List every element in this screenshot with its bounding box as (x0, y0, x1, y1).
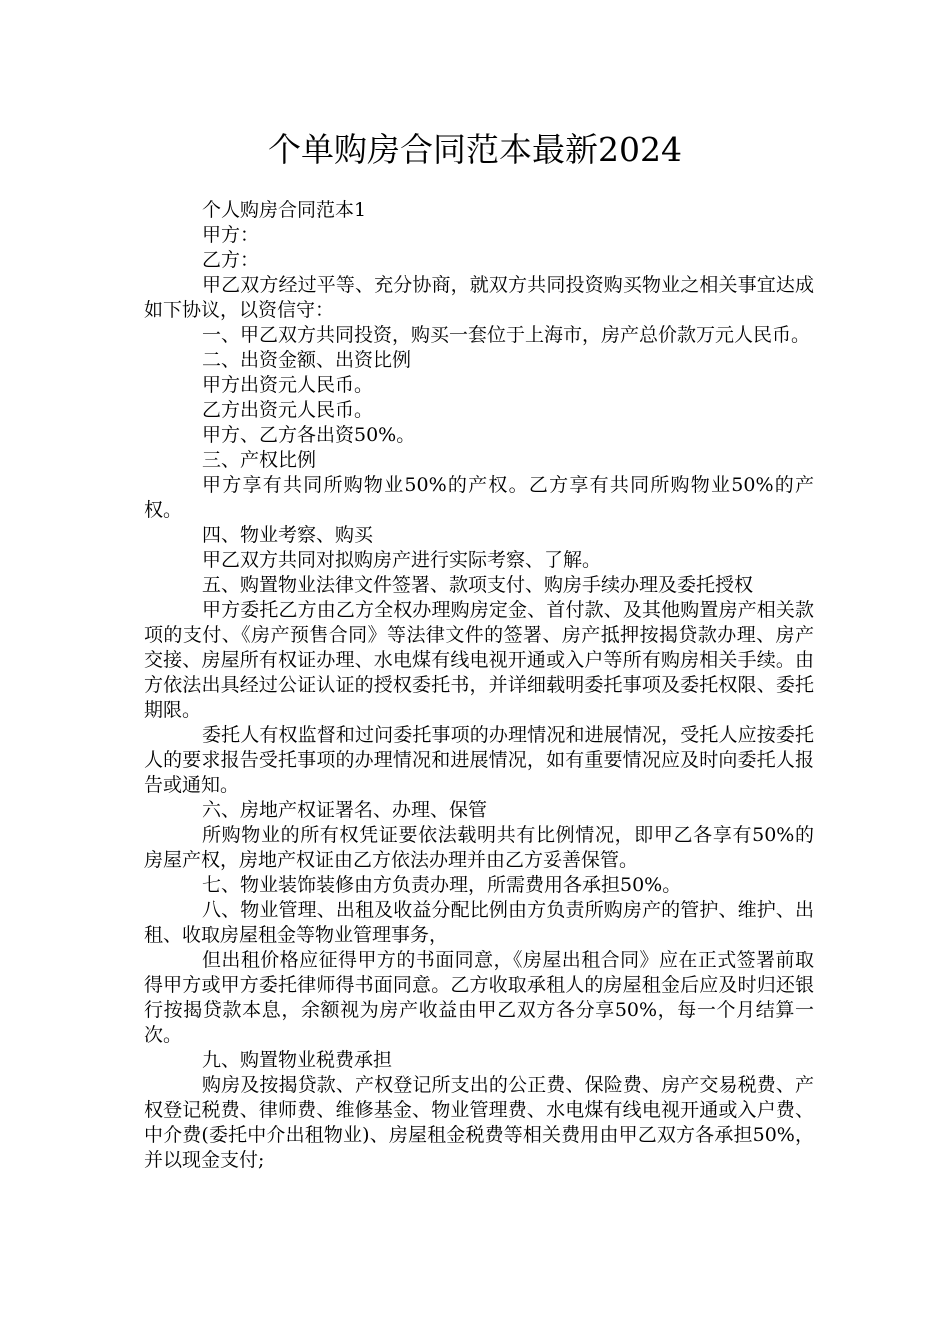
paragraph-inspection: 甲乙双方共同对拟购房产进行实际考察、了解。 (202, 549, 602, 571)
paragraph-ownership-ratio: 甲方享有共同所购物业50%的产权。乙方享有共同所购物业50%的产权。 (144, 474, 814, 521)
heading-clause-5: 五、购置物业法律文件签署、款项支付、购房手续办理及委托授权 (202, 574, 754, 596)
heading-clause-3: 三、产权比例 (202, 449, 317, 471)
paragraph-clause-8: 八、物业管理、出租及收益分配比例由方负责所购房产的管护、维护、出租、收取房屋租金等物业管理事务， (144, 899, 814, 946)
document-title: 个单购房合同范本最新2024 (268, 130, 682, 169)
heading-clause-9: 九、购置物业税费承担 (202, 1049, 393, 1071)
paragraph-taxes-fees: 购房及按揭贷款、产权登记所支出的公正费、保险费、房产交易税费、产权登记税费、律师费、维修基金、物业管理费、水电煤有线电视开通或入户费、中介费(委托中介出租物业)、房屋租金税费等相关费用由甲乙双方各承担50%，并以现金支付; (144, 1074, 814, 1171)
paragraph-party-b: 乙方： (202, 249, 260, 271)
paragraph-party-a-contribution: 甲方出资元人民币。 (202, 374, 374, 396)
paragraph-rental: 但出租价格应征得甲方的书面同意，《房屋出租合同》应在正式签署前取得甲方或甲方委托律师得书面同意。乙方收取承租人的房屋租金后应及时归还银行按揭贷款本息，余额视为房产收益由甲乙双方各分享50%，每一个月结算一次。 (144, 949, 814, 1046)
paragraph-subtitle: 个人购房合同范本1 (202, 199, 367, 221)
paragraph-party-b-contribution: 乙方出资元人民币。 (202, 399, 374, 421)
paragraph-clause-7: 七、物业装饰装修由方负责办理，所需费用各承担50%。 (202, 874, 682, 896)
heading-clause-4: 四、物业考察、购买 (202, 524, 374, 546)
paragraph-preamble: 甲乙双方经过平等、充分协商，就双方共同投资购买物业之相关事宜达成如下协议，以资信守： (144, 274, 814, 321)
paragraph-clause-1: 一、甲乙双方共同投资，购买一套位于上海市，房产总价款万元人民币。 (202, 324, 811, 346)
heading-clause-2: 二、出资金额、出资比例 (202, 349, 412, 371)
paragraph-contribution-ratio: 甲方、乙方各出资50%。 (202, 424, 416, 446)
paragraph-party-a: 甲方： (202, 224, 260, 246)
heading-clause-6: 六、房地产权证署名、办理、保管 (202, 799, 488, 821)
document-body (144, 198, 814, 1173)
paragraph-supervision: 委托人有权监督和过问委托事项的办理情况和进展情况，受托人应按委托人的要求报告受托事项的办理情况和进展情况，如有重要情况应及时向委托人报告或通知。 (144, 724, 814, 796)
paragraph-title-deed: 所购物业的所有权凭证要依法载明共有比例情况，即甲乙各享有50%的房屋产权，房地产权证由乙方依法办理并由乙方妥善保管。 (144, 824, 814, 871)
paragraph-authorization: 甲方委托乙方由乙方全权办理购房定金、首付款、及其他购置房产相关款项的支付、《房产预售合同》等法律文件的签署、房产抵押按揭贷款办理、房产交接、房屋所有权证办理、水电煤有线电视开通或入户等所有购房相关手续。由方依法出具经过公证认证的授权委托书，并详细载明委托事项及委托权限、委托期限。 (144, 599, 814, 721)
